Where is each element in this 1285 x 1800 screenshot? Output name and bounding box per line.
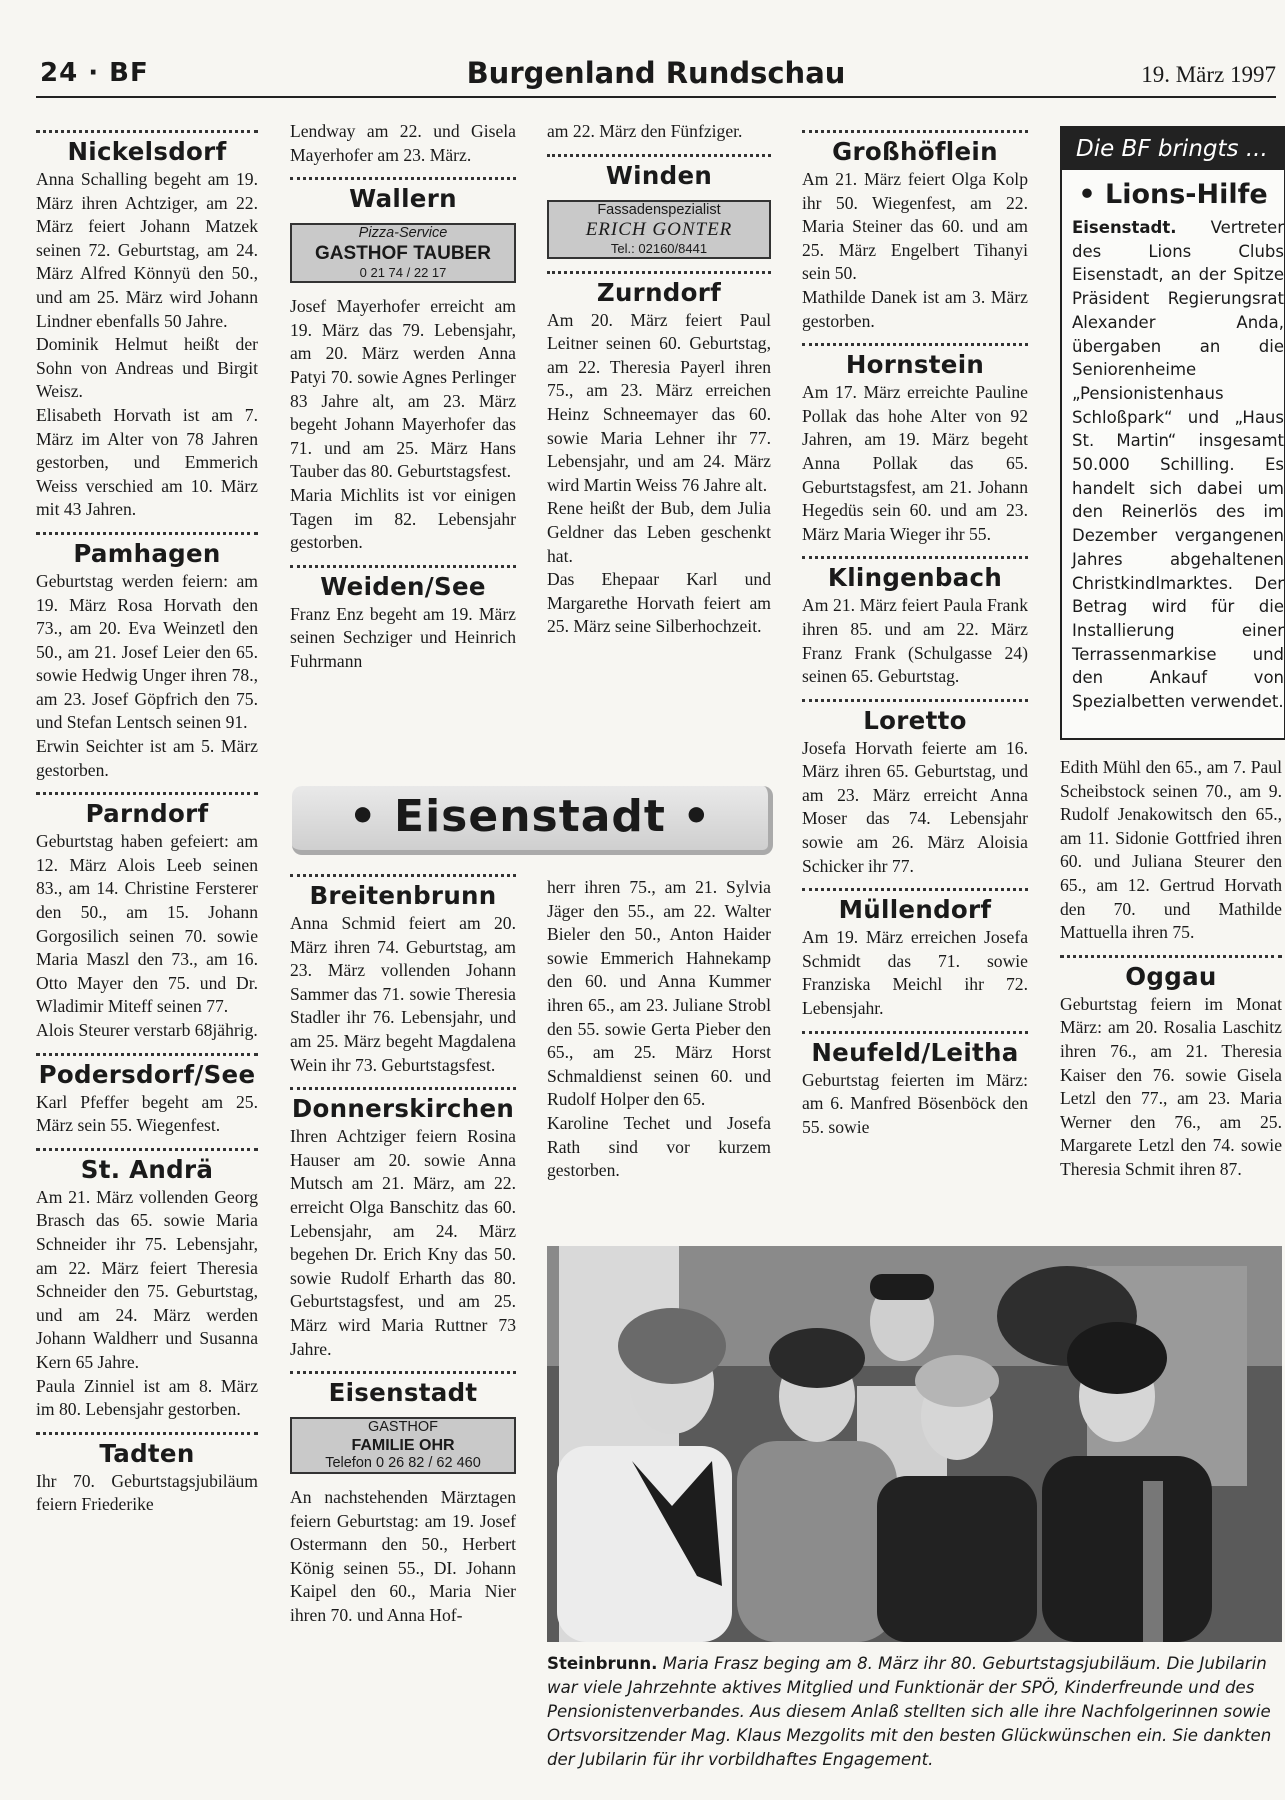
article-text: am 22. März den Fünfziger. — [547, 121, 743, 141]
column-4 — [802, 124, 1028, 1139]
column-2 — [290, 120, 516, 674]
article-text: Erwin Seichter ist am 5. März gestorben. — [36, 736, 258, 780]
article-text: Am 19. März erreichen Josefa Schmidt das 71. sowie Franziska Meichl ihr 72. Lebensjahr. — [802, 927, 1028, 1019]
photo-caption: Steinbrunn. Maria Frasz beging am 8. März ihr 80. Geburtstagsjubiläum. Die Jubilarin war viele Jahrzehnte aktives Mitglied und Funktionär der SPÖ, Kinderfreunde und des Pensionistenverbandes. Aus diesem Anlaß stellten sich alle ihre Nachfolgerinnen sowie Ortsvorsitzender Mag. Klaus Mezgolits mit den besten Glückwünschen ein. Sie dankten der Jubilarin für ihr vorbildhaftes Engagement. — [547, 1654, 1272, 1769]
article-text: Geburtstag feiern im Monat März: am 20. Rosalia Laschitz ihren 76., am 21. Theresia Kaiser den 76. sowie Gisela Letzl den 77., am 23. Maria Werner den 76., am 25. Margarete Letzl den 74. sowie Theresia Schmit ihren 87. — [1060, 993, 1282, 1179]
page-number: 24 · BF — [40, 58, 149, 88]
box-header: Die BF bringts ... — [1062, 128, 1284, 170]
heading-loretto: Loretto — [863, 705, 967, 735]
heading-hornstein: Hornstein — [845, 350, 985, 380]
heading-eisenstadt: Eisenstadt — [328, 1378, 478, 1408]
article-text: Elisabeth Horvath ist am 7. März im Alter von 78 Jahren gestorben, und Emmerich Weiss verschied am 10. März mit 43 Jahren. — [36, 404, 258, 520]
column-3 — [547, 120, 771, 639]
heading-st-andrae: St. Andrä — [80, 1154, 214, 1184]
heading-oggau: Oggau — [1125, 961, 1217, 991]
article-text: Das Ehepaar Karl und Margarethe Horvath feiert am 25. März seine Silberhochzeit. — [547, 569, 771, 637]
column-eisenstadt-1 — [290, 870, 516, 1628]
article-text: Am 20. März feiert Paul Leitner seinen 60. Geburtstag, am 22. Theresia Payerl ihren 75., am 23. März erreichen Heinz Schneemayer das 60. sowie Maria Lehner ihr 77. Lebensjahr, und am 24. März wird Martin Weiss 76 Jahre alt. — [547, 309, 771, 495]
article-text: Mathilde Danek ist am 3. März gestorben. — [802, 286, 1028, 331]
article-text: Geburtstag haben gefeiert: am 12. März Alois Leeb seinen 83., am 14. Christine Fersterer den 50., am 15. Johann Gorgosilich seinen 70. sowie Maria Maszl den 73., am 16. Otto Mayer den 75. und Dr. Wladimir Miteff seinen 77. — [36, 831, 258, 1017]
article-text: Maria Michlits ist vor einigen Tagen im 82. Lebensjahr gestorben. — [290, 484, 516, 553]
box-text: Eisenstadt. Vertreter des Lions Clubs Eisenstadt, an der Spitze Präsident Regierungsrat Alexander Anda, übergaben an die Seniorenheime „Pensionistenhaus Schloßpark“ und „Haus St. Martin“ insgesamt 50.000 Schilling. Es handelt sich dabei um den Reinerlös des im Dezember vergangenen Jahres abgehaltenen Christkindlmarktes. Der Betrag wird für die Installierung einer Terrassenmarkise und den Ankauf von Spezialbetten verwendet. — [1072, 218, 1284, 712]
group-photo — [547, 1246, 1282, 1642]
article-text: Josef Mayerhofer erreicht am 19. März das 79. Lebensjahr, am 20. März werden Anna Patyi 70. sowie Agnes Perlinger 83 Jahre alt, am 23. März begeht Johann Mayerhofer das 71. und am 25. März Hans Tauber das 80. Geburtstagsfest. — [290, 296, 516, 482]
article-text: Josefa Horvath feierte am 16. März ihren 65. Geburtstag, und am 23. März erreicht Anna Moser das 74. Lebensjahr sowie am 26. März Aloisia Schicker ihr 77. — [802, 737, 1028, 876]
article-text: Am 17. März erreichte Pauline Pollak das hohe Alter von 92 Jahren, am 19. März begeht Anna Pollak das 65. Geburtstagsfest, am 21. Johann Hegedüs sein 60. und am 23. März Maria Wieger ihr 55. — [802, 382, 1028, 544]
caption-lead: Steinbrunn. — [547, 1654, 658, 1673]
heading-breitenbrunn: Breitenbrunn — [309, 881, 497, 910]
column-1 — [36, 124, 258, 1517]
article-text: Geburtstag werden feiern: am 19. März Rosa Horvath den 73., am 20. Eva Weinzetl den 50., am 21. Josef Leier den 65. sowie Hedwig Unger ihren 78., am 23. Josef Göpfrich den 75. und Stefan Lentsch seinen 91. — [36, 570, 258, 733]
page-header — [36, 52, 1276, 98]
heading-tadten: Tadten — [99, 1438, 195, 1468]
column-eisenstadt-2 — [547, 876, 771, 1183]
article-text: Paula Zinniel ist am 8. März im 80. Lebensjahr gestorben. — [36, 1375, 258, 1420]
column-5 — [1060, 756, 1282, 1182]
article-text: Lendway am 22. und Gisela Mayerhofer am 23. März. — [290, 121, 516, 165]
heading-donnerskirchen: Donnerskirchen — [291, 1094, 515, 1124]
group-photo-illustration — [547, 1246, 1282, 1642]
article-text: An nachstehenden Märztagen feiern Geburtstag: am 19. Josef Ostermann den 50., Herbert König seinen 55., DI. Johann Kaipel den 60., Maria Nier ihren 70. und Anna Hof- — [290, 1487, 516, 1626]
heading-klingenbach: Klingenbach — [827, 563, 1003, 593]
heading-zurndorf: Zurndorf — [596, 277, 722, 307]
newspaper-title: Burgenland Rundschau — [466, 56, 846, 90]
heading-grosshoeflein: Großhöflein — [832, 137, 998, 166]
article-text: Alois Steurer verstarb 68jährig. — [36, 1020, 258, 1040]
article-text: Anna Schmid feiert am 20. März ihren 74. Geburtstag, am 23. März vollenden Johann Sammer das 71. sowie Theresia Stadler ihr 76. Lebensjahr, und am 25. März begeht Magdalena Wein ihr 73. Geburtstagsfest. — [290, 913, 516, 1075]
advertisement-erich-gonter: Fassadenspezialist ERICH GONTER Tel.: 02160/8441 — [547, 200, 771, 259]
article-text: Ihr 70. Geburtstagsjubiläum feiern Friederike — [36, 1470, 258, 1515]
heading-weiden-see: Weiden/See — [320, 571, 486, 601]
advertisement-gasthof-tauber: Pizza-Service GASTHOF TAUBER 0 21 74 / 22 17 — [290, 223, 516, 283]
heading-wallern: Wallern — [349, 184, 457, 214]
info-box-lions-hilfe — [1060, 126, 1285, 740]
article-text: Geburtstag feierten im März: am 6. Manfred Bösenböck den 55. sowie — [802, 1069, 1028, 1137]
section-banner-eisenstadt: • Eisenstadt • — [292, 786, 773, 855]
article-text: Ihren Achtziger feiern Rosina Hauser am 20. sowie Anna Mutsch am 21. März, am 22. erreicht Olga Banschitz das 60. Lebensjahr, am 24. März begehen Dr. Erich Kny das 50. sowie Rudolf Erharth das 80. Geburtstagsfest, und am 25. März wird Maria Ruttner 73 Jahre. — [290, 1126, 516, 1359]
article-text: herr ihren 75., am 21. Sylvia Jäger den 55., am 22. Walter Bieler den 50., Anton Haider sowie Emmerich Hahnekamp den 60. und Anna Kummer ihren 65., am 23. Juliane Strobl den 55. sowie Gerta Pieber den 65., am 25. März Horst Schmaldienst seinen 60. und Rudolf Holper den 65. — [547, 877, 771, 1110]
article-text: Rene heißt der Bub, dem Julia Geldner das Leben geschenkt hat. — [547, 498, 771, 566]
article-text: Dominik Helmut heißt der Sohn von Andreas und Birgit Weisz. — [36, 334, 258, 402]
article-text: Karoline Techet und Josefa Rath sind vor kurzem gestorben. — [547, 1112, 771, 1181]
article-text: Franz Enz begeht am 19. März seinen Sechziger und Heinrich Fuhrmann — [290, 603, 516, 671]
box-title: • Lions-Hilfe — [1078, 179, 1268, 210]
box-lead: Eisenstadt. — [1072, 218, 1177, 237]
heading-winden: Winden — [605, 160, 713, 190]
article-text: Am 21. März vollenden Georg Brasch das 65. sowie Maria Schneider ihr 75. Lebensjahr, am 22. März feiert Theresia Schneider den 75. Geburtstag, und am 24. März werden Johann Waldherr und Susanna Kern 65 Jahre. — [36, 1186, 258, 1372]
heading-podersdorf: Podersdorf/See — [38, 1059, 256, 1089]
issue-date: 19. März 1997 — [1141, 62, 1276, 87]
article-text: Edith Mühl den 65., am 7. Paul Scheibstock seinen 70., am 9. Rudolf Jenakowitsch den 65., am 11. Sidonie Gottfried ihren 60. und Juliana Steurer den 65., am 12. Gertrud Horvath den 70. und Mathilde Mattuella ihren 75. — [1060, 757, 1282, 943]
article-text: Am 21. März feiert Paula Frank ihren 85. und am 22. März Franz Frank (Schulgasse 24) seinen 65. Geburtstag. — [802, 595, 1028, 687]
advertisement-familie-ohr: GASTHOF FAMILIE OHR Telefon 0 26 82 / 62 460 — [290, 1417, 516, 1474]
heading-parndorf: Parndorf — [85, 799, 209, 829]
heading-neufeld-leitha: Neufeld/Leitha — [811, 1037, 1019, 1067]
article-text: Karl Pfeffer begeht am 25. März sein 55. Wiegenfest. — [36, 1091, 258, 1136]
article-text: Am 21. März feiert Olga Kolp ihr 50. Wiegenfest, am 22. Maria Steiner das 60. und am 25. März Engelbert Tihanyi sein 50. — [802, 169, 1028, 284]
heading-muellendorf: Müllendorf — [838, 895, 992, 925]
heading-pamhagen: Pamhagen — [73, 538, 221, 568]
heading-nickelsdorf: Nickelsdorf — [67, 137, 227, 166]
article-text: Anna Schalling begeht am 19. März ihren Achtziger, am 22. März feiert Johann Matzek seinen 72. Geburtstag, am 24. März Alfred Könnyü den 50., und am 25. März wird Johann Lindner ebenfalls 50 Jahre. — [36, 169, 258, 331]
